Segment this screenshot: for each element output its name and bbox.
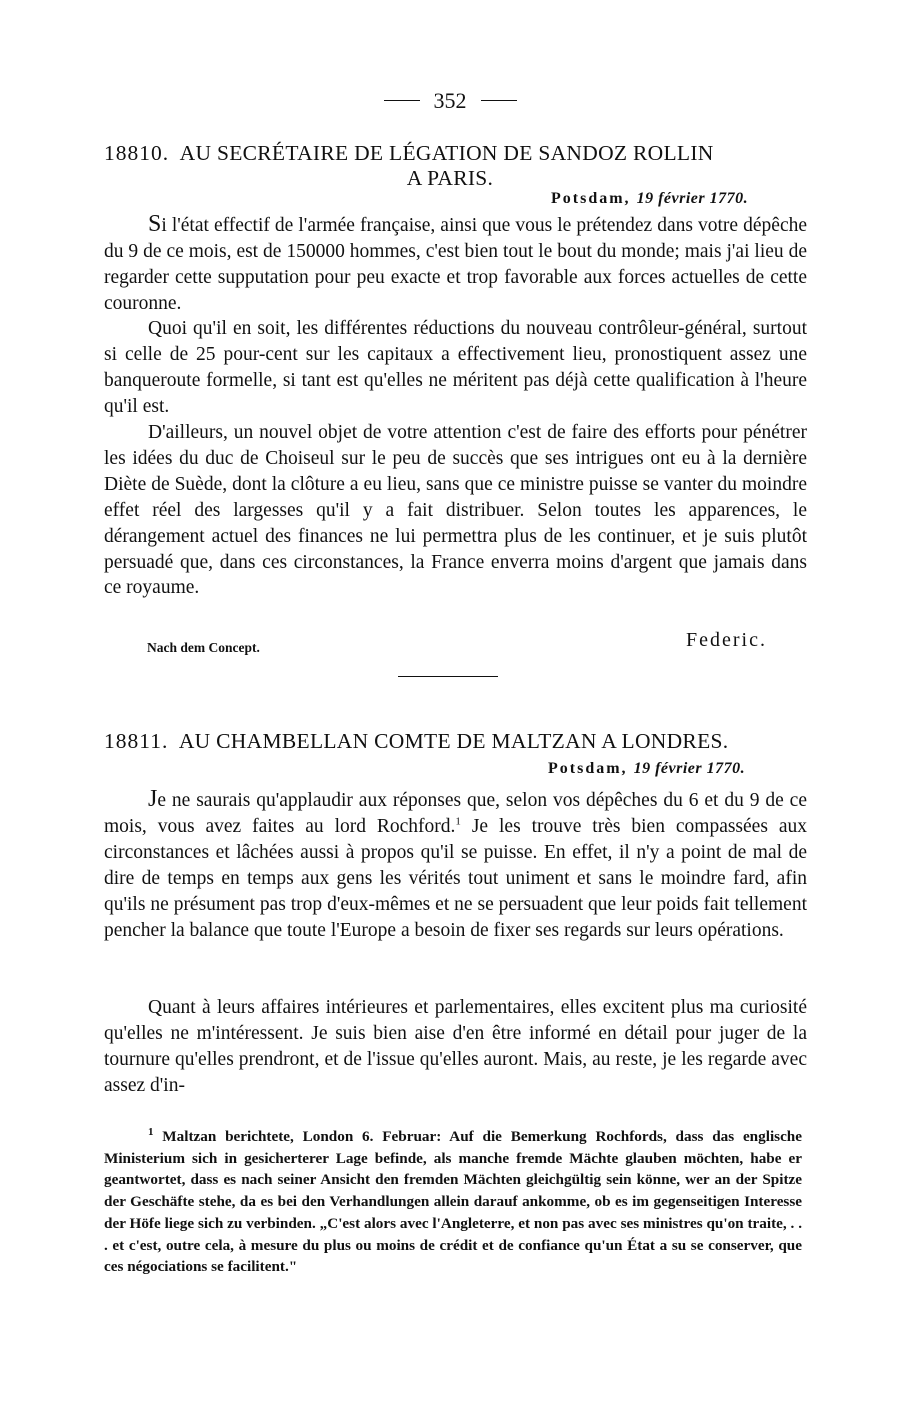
- letter-2-number: 18811.: [104, 729, 169, 753]
- letter-1-paragraph-1: Si l'état effectif de l'armée française, ainsi que vous le prétendez dans votre dépêche du 9 de ce mois, est de 150000 hommes, c'est bien tout le bout du monde; mais j'ai lieu de regarder cette supputation pour peu exacte et trop favorable aux forces actuelles de cette couronne.: [104, 211, 807, 314]
- page-number-dash-right: [481, 100, 517, 101]
- letter-1-date: 19 février 1770.: [636, 190, 749, 207]
- letter-2-paragraph-2: Quant à leurs affaires intérieures et parlementaires, elles excitent plus ma curiosité qu'elles ne m'intéressent. Je suis bien aise d'en être informé en détail pour juger de la tournure qu'elles prendront, et de l'issue qu'elles auront. Mais, au reste, je les regarde avec assez d'in-: [104, 997, 807, 1096]
- footnote-reference: 1: [455, 815, 461, 828]
- footnote-marker: 1: [148, 1125, 154, 1138]
- page-number-line: [0, 86, 900, 114]
- footnote: [104, 1126, 802, 1278]
- signature: Federic.: [686, 629, 767, 651]
- letter-1-paragraph-3: D'ailleurs, un nouvel objet de votre attention c'est de faire des efforts pour pénétrer les idées du duc de Choiseul sur le peu de succès que ses intrigues ont eu à la dernière Diète de Suède, dont la clôture a eu lieu, sans que ce ministre puisse se vanter du moindre effet réel des largesses qu'il y a fait distribuer. Selon toutes les apparences, le dérangement actuel des finances ne lui permettra plus de les continuer, et je suis plutôt persuadé que, dans ces circonstances, la France enverra moins d'argent que jamais dans ce royaume.: [104, 422, 807, 599]
- letter-2-paragraph-1-part-2: Je les trouve très bien compassées aux circonstances et lâchées aussi à propos qu'il se puisse. En effet, il n'y a point de mal de dire de temps en temps aux gens les vérités tout uniment et sans le moindre fard, afin qu'ils ne présument pas trop d'eux-mêmes et ne se persuadent que leur poids fait tellement pencher la balance que toute l'Europe a besoin de fixer ses regards sur leurs opérations.: [104, 815, 807, 941]
- letter-1-paragraph-2: Quoi qu'il en soit, les différentes réductions du nouveau contrôleur-général, surtout si celle de 25 pour-cent sur les capitaux a effectivement lieu, pronostiquent assez une banqueroute formelle, si tant est qu'elles ne méritent pas déjà cette qualification à l'heure qu'il est.: [104, 318, 807, 417]
- page-number: 352: [433, 87, 467, 113]
- letter-2-heading: [104, 728, 808, 754]
- footnote-text: Maltzan berichtete, London 6. Februar: Auf die Bemerkung Rochfords, dass das englische Ministerium sich in gesicherterer Lage befinde, als manche fremde Mächte glauben möchten, habe er geantwortet, dass es nach seiner Ansicht den fremden Mächten gleichgültig sein könne, wer an der Spitze der Geschäfte stehe, da es bei den Verhandlungen allein darauf ankomme, ob es im gegenseitigen Interesse der Höfe liege sich zu verbinden. „C'est alors avec l'Angleterre, et non pas avec ses ministres qu'on traite, . . . et c'est, outre cela, à mesure du plus ou moins de crédit et de confiance qu'un État a su se conserver, que ces négociations se facilitent.": [104, 1128, 802, 1276]
- letter-1-number: 18810.: [104, 141, 170, 165]
- letter-2-dateline: [548, 760, 745, 778]
- letter-1-place: Potsdam,: [551, 190, 631, 207]
- page-number-dash-left: [384, 100, 420, 101]
- letter-2-date: 19 février 1770.: [633, 760, 746, 777]
- section-divider: [398, 676, 498, 677]
- letter-1-heading: [104, 140, 808, 166]
- letter-2-place: Potsdam,: [548, 760, 628, 777]
- source-note: Nach dem Concept.: [147, 640, 260, 655]
- letter-2-paragraph-1-part-1: Je ne saurais qu'applaudir aux réponses que, selon vos dépêches du 6 et du 9 de ce mois, vous avez faites au lord Rochford.: [104, 786, 807, 837]
- letter-1-title-line2: A PARIS.: [406, 166, 494, 190]
- letter-1-title-line1: AU SECRÉTAIRE DE LÉGATION DE SANDOZ ROLLIN: [179, 141, 714, 165]
- letter-1-dateline: [551, 190, 748, 208]
- letter-2-paragraph-1: [104, 787, 807, 943]
- letter-2-title: AU CHAMBELLAN COMTE DE MALTZAN A LONDRES.: [178, 729, 729, 753]
